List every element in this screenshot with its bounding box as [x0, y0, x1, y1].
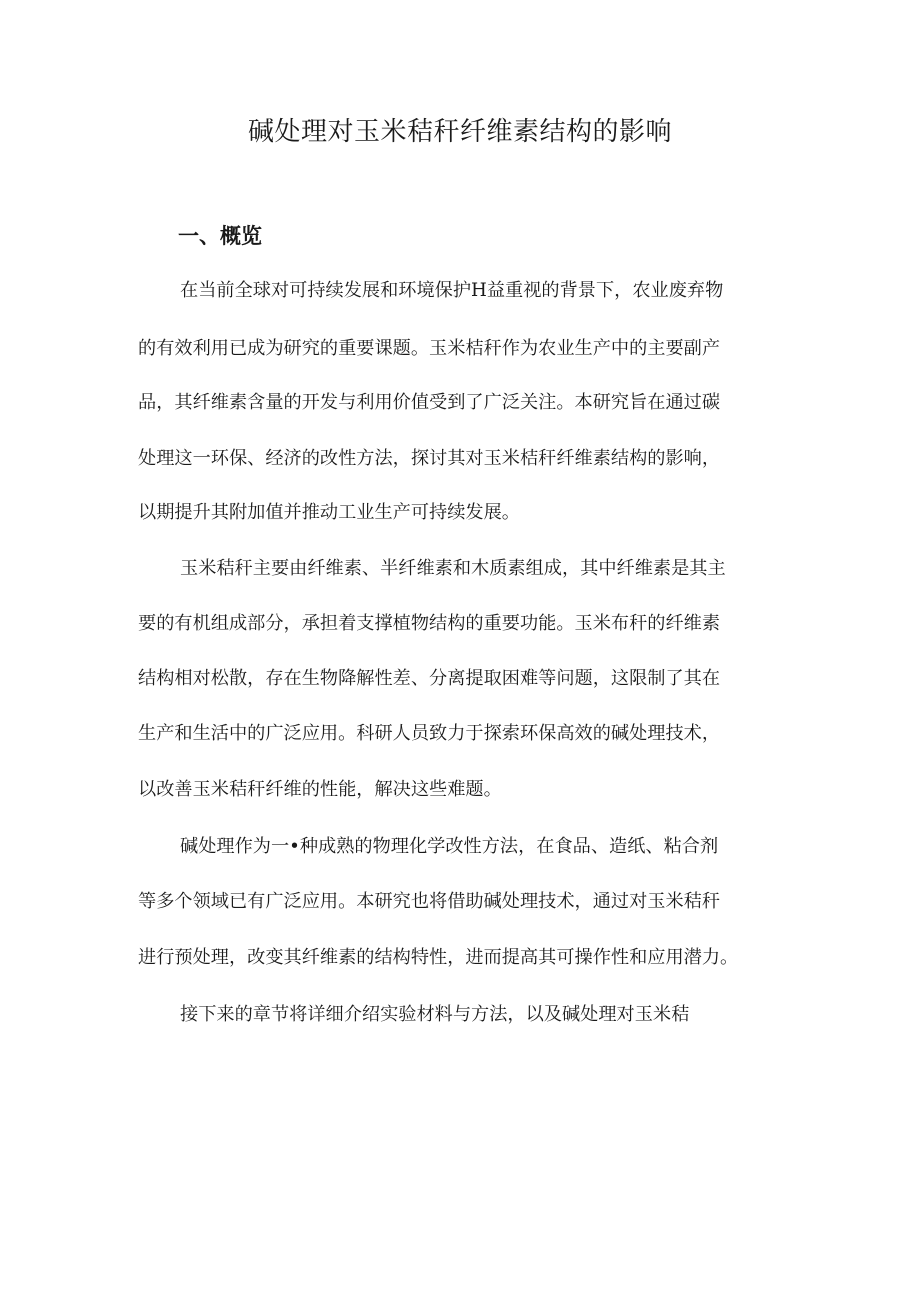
paragraph-line: 品，其纤维素含量的开发与利用价值受到了广泛关注。本研究旨在通过碳 — [138, 392, 721, 413]
paragraph-line: 在当前全球对可持续发展和环境保护H益重视的背景下，农业废弃物 — [180, 280, 724, 301]
paragraph-line: 接下来的章节将详细介绍实验材料与方法，以及碱处理对玉米秸 — [180, 1004, 690, 1025]
section-heading: 一、概览 — [178, 224, 262, 248]
paragraph-line: 要的有机组成部分，承担着支撑植物结构的重要功能。玉米布秆的纤维素 — [138, 613, 721, 634]
paragraph-line: 以改善玉米秸秆纤维的性能，解决这些难题。 — [138, 779, 502, 800]
paragraph-line: 的有效利用已成为研究的重要课题。玉米桔秆作为农业生产中的主要副产 — [138, 338, 721, 359]
paragraph-line: 生产和生活中的广泛应用。科研人员致力于探索环保高效的碱处理技术， — [138, 723, 721, 744]
paragraph-line: 处理这一环保、经济的改性方法，探讨其对玉米桔秆纤维素结构的影响， — [138, 448, 721, 469]
paragraph-line: 玉米秸秆主要由纤维素、半纤维素和木质素组成，其中纤维素是其主 — [180, 558, 726, 579]
paragraph-line: 碱处理作为一•种成熟的物理化学改性方法，在食品、造纸、粘合剂 — [180, 836, 719, 857]
paragraph-line: 结构相对松散，存在生物降解性差、分离提取困难等问题，这限制了其在 — [138, 668, 721, 689]
paragraph-line: 以期提升其附加值并推动工业生产可持续发展。 — [138, 502, 520, 523]
paragraph-line: 进行预处理，改变其纤维素的结构特性，进而提高其可操作性和应用潜力。 — [138, 947, 739, 968]
document-title: 碱处理对玉米秸秆纤维素结构的影响 — [247, 117, 672, 147]
paragraph-line: 等多个领域已有广泛应用。本研究也将借助碱处理技术，通过对玉米秸秆 — [138, 891, 721, 912]
